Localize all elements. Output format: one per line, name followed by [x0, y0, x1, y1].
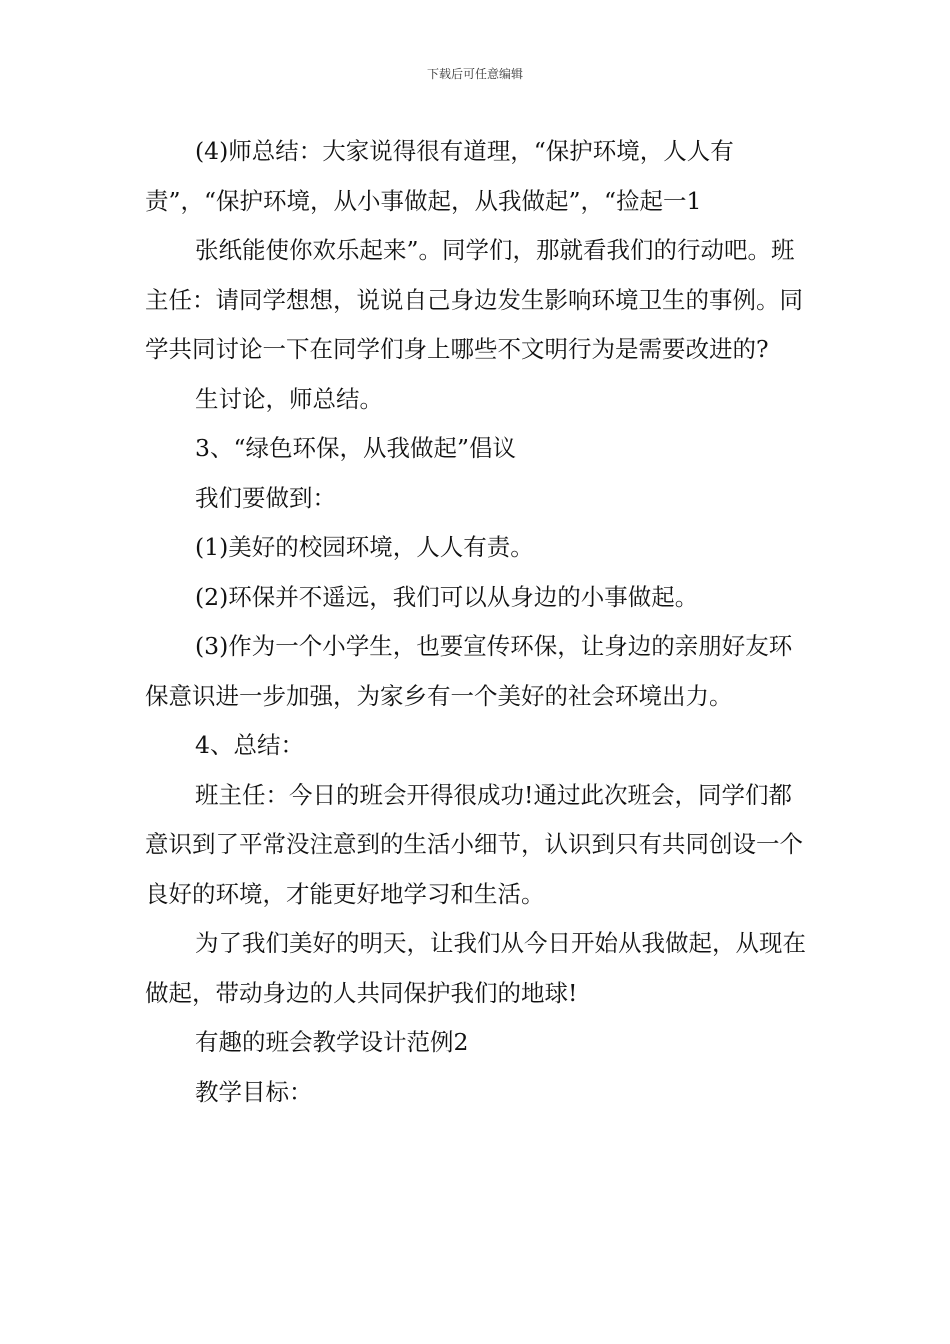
- paragraph-head-teacher-summary: 班主任：今日的班会开得很成功!通过此次班会，同学们都意识到了平常没注意到的生活小细节，认识到只有共同创设一个良好的环境，才能更好地学习和生活。: [145, 780, 803, 908]
- paragraph-teacher-summary: (4)师总结：大家说得很有道理，“保护环境，人人有责”，“保护环境，从小事做起，从我做起”，“捡起一1: [145, 137, 734, 215]
- section-title-example-2: 有趣的班会教学设计范例2: [195, 1028, 469, 1056]
- paragraph-student-discussion: 生讨论，师总结。: [195, 384, 383, 413]
- list-item-2: (2)环保并不遥远，我们可以从身边的小事做起。: [195, 582, 699, 611]
- list-item-1: (1)美好的校园环境，人人有责。: [195, 533, 534, 561]
- section-heading-proposal: 3、“绿色环保，从我做起”倡议: [195, 434, 516, 462]
- paragraph-discussion-prompt: 张纸能使你欢乐起来”。同学们，那就看我们的行动吧。班主任：请同学想想，说说自己身边发生影响环境卫生的事例。同学共同讨论一下在同学们身上哪些不文明行为是需要改进的?: [145, 236, 803, 363]
- section-heading-summary: 4、总结：: [195, 731, 304, 759]
- paragraph-we-should: 我们要做到：: [195, 483, 336, 512]
- paragraph-closing: 为了我们美好的明天，让我们从今日开始从我做起，从现在做起，带动身边的人共同保护我们的地球!: [145, 929, 806, 1007]
- section-heading-objectives: 教学目标：: [195, 1077, 313, 1106]
- list-item-3: (3)作为一个小学生，也要宣传环保，让身边的亲朋好友环保意识进一步加强，为家乡有一个美好的社会环境出力。: [145, 632, 793, 710]
- document-body: [145, 127, 810, 1117]
- page-header: 下载后可任意编辑: [426, 67, 523, 81]
